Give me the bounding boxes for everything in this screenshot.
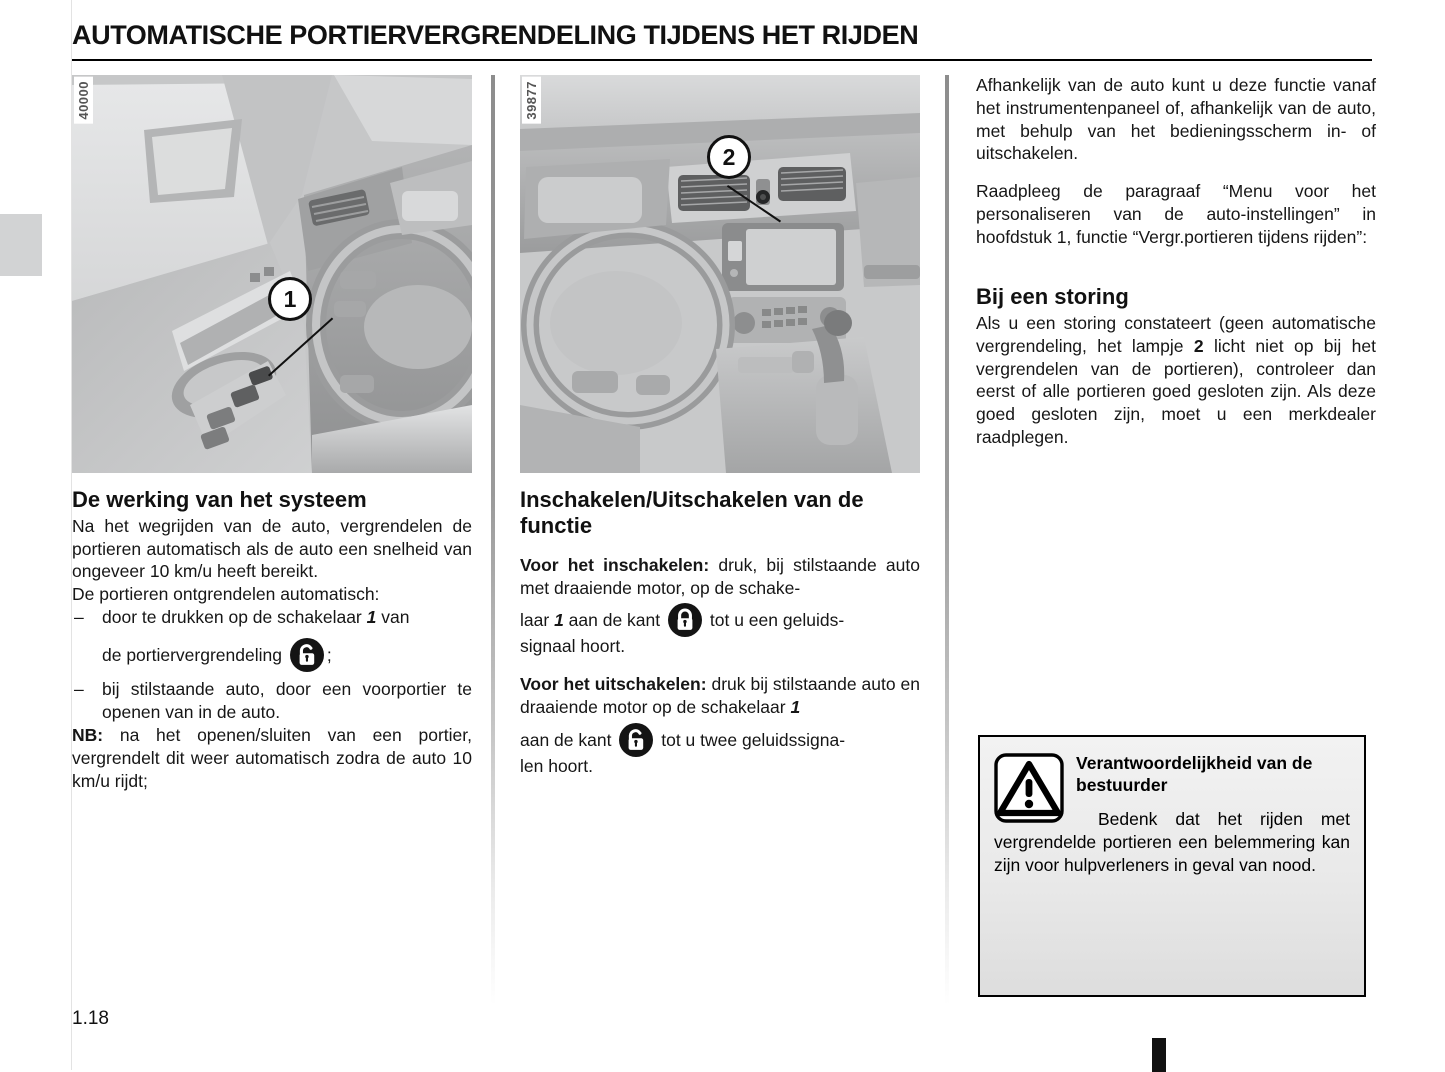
column-divider-left xyxy=(491,75,495,1005)
disable-label: Voor het uitschakelen: xyxy=(520,674,707,695)
fault-ref: 2 xyxy=(1193,335,1204,356)
heading-enable-disable: Inschakelen/Uitschakelen van de functie xyxy=(520,487,864,538)
column-middle xyxy=(520,75,920,777)
callout-2: 2 xyxy=(707,135,751,179)
fault-text-after: licht niet op bij het vergrendelen van de portieren), controleer dan eerst of alle portieren goed gesloten zijn. Als deze goed gesloten zijn, moet u een merkdealer raadplegen. xyxy=(976,335,1376,447)
unlock-icon xyxy=(290,638,324,672)
disable-text-2-after: tot u twee geluidssigna- xyxy=(661,729,846,750)
paragraph-disable-line2 xyxy=(520,723,920,757)
enable-text-1: druk, bij stilstaande auto met draaiende motor, op de schake- xyxy=(520,554,920,598)
bullet-1-text-after: van xyxy=(381,606,410,627)
bullet-1-text-before: door te drukken op de schakelaar xyxy=(102,606,362,627)
note-text: na het openen/sluiten van een portier, vergrendelt dit weer automatisch zodra de auto 10 km/u rijdt; xyxy=(72,725,472,791)
footer-thumb-index-mark xyxy=(1152,1038,1166,1072)
enable-text-2-before: laar xyxy=(520,610,550,631)
column-divider-right xyxy=(945,75,949,1005)
lock-icon xyxy=(668,603,702,637)
note-label: NB: xyxy=(72,725,104,746)
figure-id-40000: 40000 xyxy=(74,77,93,124)
figure-dashboard xyxy=(520,75,920,473)
enable-label: Voor het inschakelen: xyxy=(520,554,710,575)
enable-text-2-after: tot u een geluids- xyxy=(709,610,845,631)
dash-bullet-2: – xyxy=(74,678,84,699)
paragraph-intro: Na het wegrijden van de auto, vergrendelen de portieren automatisch als de auto een snelheid van ongeveer 10 km/u heeft bereikt. xyxy=(72,515,472,582)
enable-text-2-mid: aan de kant xyxy=(568,610,661,631)
column-left xyxy=(72,75,472,793)
column-right xyxy=(976,75,1376,449)
paragraph-disable-line3: len hoort. xyxy=(520,755,593,776)
dash-bullet-1: – xyxy=(74,606,84,627)
paragraph-note xyxy=(72,724,472,792)
paragraph-enable-line2 xyxy=(520,603,920,637)
fault-text-before: Als u een storing constateert (geen automatische vergrendeling, het lampje xyxy=(976,313,1376,356)
callout-1: 1 xyxy=(268,277,312,321)
figure-door-panel-illustration xyxy=(72,75,472,473)
paragraph-availability: Afhankelijk van de auto kunt u deze functie vanaf het instrumentenpaneel of, afhankelijk van de auto, met behulp van het bedieningsscherm in- of uitschakelen. xyxy=(976,75,1376,164)
unlock-conditions-list xyxy=(72,606,472,723)
page-title: AUTOMATISCHE PORTIERVERGRENDELING TIJDENS HET RIJDEN xyxy=(72,20,919,50)
figure-id-39877: 39877 xyxy=(522,77,541,124)
figure-dashboard-illustration xyxy=(520,75,920,473)
list-item-open-door xyxy=(72,678,472,724)
warning-title: Verantwoordelijkheid van de bestuurder xyxy=(1076,753,1313,795)
list-item-switch xyxy=(72,606,472,676)
disable-text-2-before: aan de kant xyxy=(520,729,612,750)
figure-door-panel xyxy=(72,75,472,473)
title-underline xyxy=(72,59,1372,61)
heading-fault: Bij een storing xyxy=(976,284,1129,310)
heading-working-of-system: De werking van het systeem xyxy=(72,487,367,512)
paragraph-unlock-lead: De portieren ontgrendelen automatisch: xyxy=(72,584,380,605)
paragraph-enable-line3: signaal hoort. xyxy=(520,636,626,657)
bullet-1-ref: 1 xyxy=(366,606,377,627)
unlock-icon xyxy=(619,723,653,757)
disable-text-1: druk bij stilstaande auto en draaiende motor op de schakelaar xyxy=(520,674,920,717)
bullet-2-text: bij stilstaande auto, door een voorportier te openen van in de auto. xyxy=(102,678,472,722)
chapter-edge-tab xyxy=(0,214,42,276)
driver-responsibility-warning-box xyxy=(978,735,1366,997)
paragraph-enable xyxy=(520,554,920,600)
paragraph-reference: Raadpleeg de paragraaf “Menu voor het personaliseren van de auto-instellingen” in hoofdstuk 1, functie “Vergr.portieren tijdens rijden”: xyxy=(976,181,1376,247)
paragraph-disable xyxy=(520,673,920,719)
bullet-1-line2-before: de portiervergrendeling xyxy=(102,644,282,665)
bullet-1-line2-after: ; xyxy=(326,644,332,665)
warning-body: Bedenk dat het rijden met vergrendelde portieren een belemmering kan zijn voor hulpverleners in geval van nood. xyxy=(994,809,1350,875)
paragraph-fault xyxy=(976,312,1376,449)
disable-ref: 1 xyxy=(790,696,801,717)
enable-ref: 1 xyxy=(554,610,564,631)
warning-triangle-icon xyxy=(994,753,1064,823)
page-number: 1.18 xyxy=(72,1008,109,1029)
